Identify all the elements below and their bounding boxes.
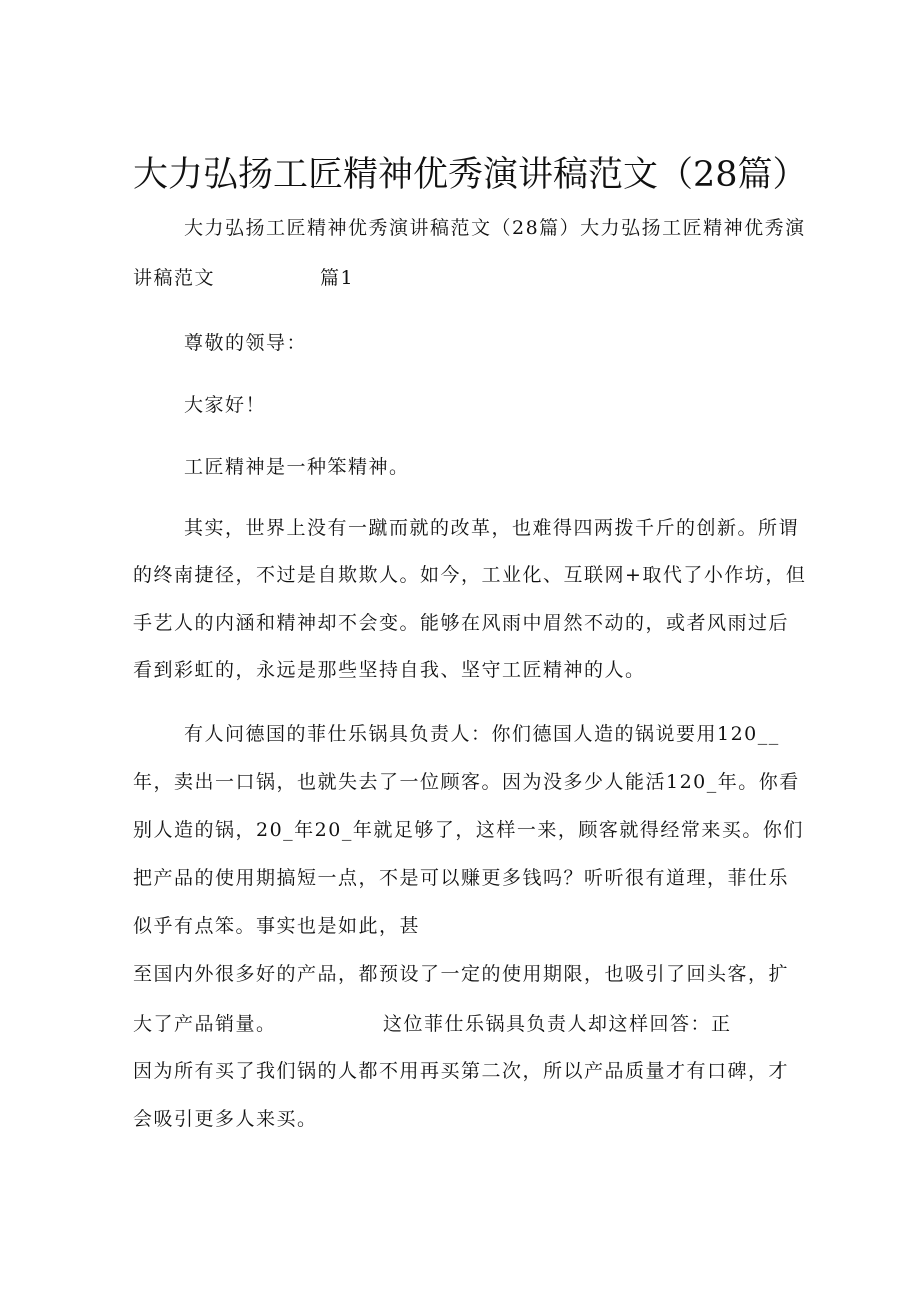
paragraph-line: 的终南捷径，不过是自欺欺人。如今，工业化、互联网+取代了小作坊，但 [133, 564, 807, 586]
paragraph-line: 其实，世界上没有一蹴而就的改革，也难得四两拨千斤的创新。所谓 [184, 517, 800, 539]
paragraph-line: 至国内外很多好的产品，都预设了一定的使用期限，也吸引了回头客，扩 [133, 963, 790, 985]
paragraph-line: 有人问德国的菲仕乐锅具负责人：你们德国人造的锅说要用120__ [184, 723, 780, 745]
paragraph-line: 别人造的锅，20_年20_年就足够了，这样一来，顾客就得经常来买。你们 [133, 819, 804, 841]
paragraph-line: 工匠精神是一种笨精神。 [184, 456, 410, 478]
paragraph-line: 会吸引更多人来买。 [133, 1108, 318, 1130]
paragraph-line: 这位菲仕乐锅具负责人却这样回答：正 [383, 1013, 732, 1035]
greeting: 大家好！ [184, 394, 267, 416]
paragraph-line: 大了产品销量。 [133, 1013, 277, 1035]
paragraph-line: 篇1 [320, 267, 355, 289]
paragraph-line: 年，卖出一口锅，也就失去了一位顾客。因为没多少人能活120_年。你看 [133, 771, 800, 793]
paragraph-line: 大力弘扬工匠精神优秀演讲稿范文（28篇）大力弘扬工匠精神优秀演 [184, 217, 806, 239]
paragraph-line: 看到彩虹的，永远是那些坚持自我、坚守工匠精神的人。 [133, 659, 646, 681]
paragraph-line: 讲稿范文 [133, 267, 216, 289]
salutation: 尊敬的领导： [184, 332, 308, 354]
paragraph-line: 因为所有买了我们锅的人都不用再买第二次，所以产品质量才有口碑，才 [133, 1060, 790, 1082]
paragraph-line: 手艺人的内涵和精神却不会变。能够在风雨中眉然不动的，或者风雨过后 [133, 612, 790, 634]
paragraph-line: 似乎有点笨。事实也是如此，甚 [133, 915, 421, 937]
paragraph-line: 把产品的使用期搞短一点，不是可以赚更多钱吗？听听很有道理，菲仕乐 [133, 867, 790, 889]
document-title: 大力弘扬工匠精神优秀演讲稿范文（28篇） [133, 155, 808, 195]
